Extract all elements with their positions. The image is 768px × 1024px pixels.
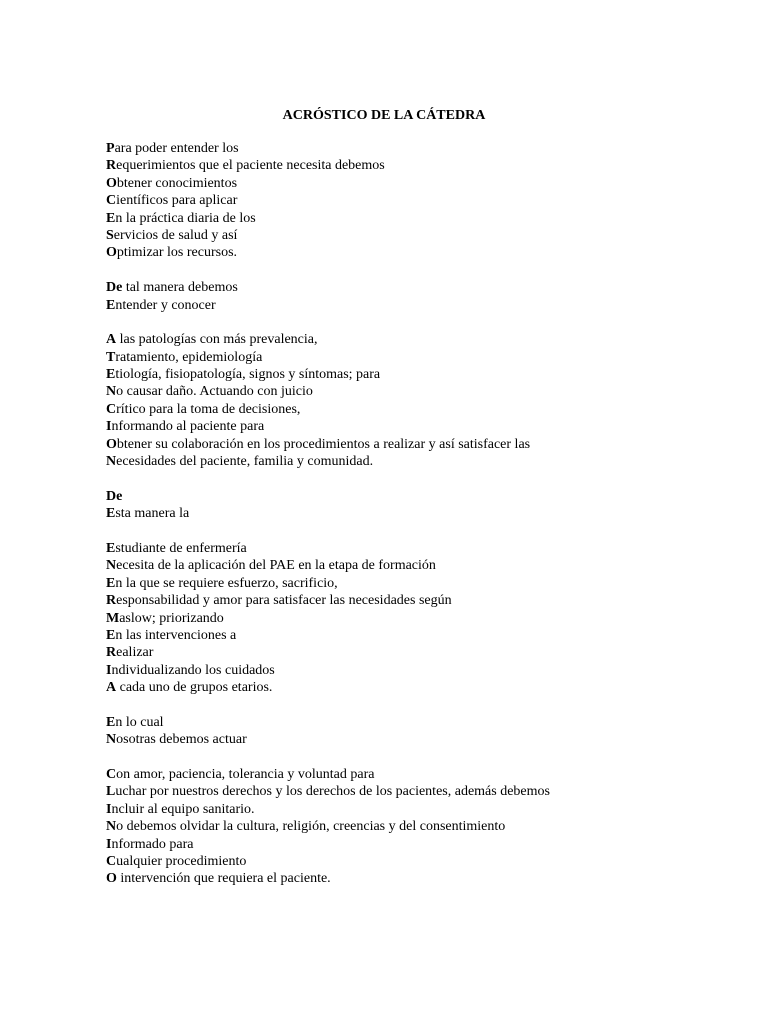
- acrostic-initial: E: [106, 210, 116, 226]
- acrostic-line: [106, 488, 726, 505]
- acrostic-initial: E: [106, 714, 116, 730]
- stanza-2: [106, 279, 726, 314]
- acrostic-line: [106, 679, 726, 696]
- stanza-7: [106, 766, 726, 888]
- acrostic-initial: E: [106, 506, 116, 522]
- acrostic-line-text: ntender y conocer: [115, 297, 216, 313]
- acrostic-line: [106, 766, 726, 783]
- acrostic-line-text: ndividualizando los cuidados: [111, 662, 275, 678]
- acrostic-initial: I: [106, 419, 112, 435]
- acrostic-line-text: esponsabilidad y amor para satisfacer las necesidades según: [116, 593, 452, 609]
- acrostic-line-text: uchar por nuestros derechos y los derechos de los pacientes, además debemos: [115, 784, 550, 800]
- acrostic-line-text: n la práctica diaria de los: [115, 210, 256, 226]
- acrostic-line-text: ervicios de salud y así: [113, 227, 238, 243]
- acrostic-initial: C: [106, 193, 117, 209]
- acrostic-initial: O: [106, 436, 117, 452]
- acrostic-line-text: ptimizar los recursos.: [116, 245, 238, 261]
- acrostic-line-text: sta manera la: [115, 506, 190, 522]
- acrostic-line: [106, 801, 726, 818]
- acrostic-line: [106, 366, 726, 383]
- acrostic-line: [106, 157, 726, 174]
- acrostic-initial: I: [106, 801, 112, 817]
- acrostic-line: [106, 714, 726, 731]
- acrostic-line-text: cada uno de grupos etarios.: [116, 680, 273, 696]
- acrostic-initial: R: [106, 593, 117, 609]
- acrostic-line: [106, 297, 726, 314]
- acrostic-line: [106, 540, 726, 557]
- acrostic-line: [106, 662, 726, 679]
- acrostic-line-text: studiante de enfermería: [115, 540, 247, 556]
- acrostic-line: [106, 818, 726, 835]
- acrostic-initial: N: [106, 732, 117, 748]
- acrostic-initial: E: [106, 297, 116, 313]
- acrostic-initial: O: [106, 245, 117, 261]
- stanza-6: [106, 714, 726, 749]
- acrostic-initial: C: [106, 767, 117, 783]
- acrostic-line: [106, 627, 726, 644]
- acrostic-line-text: o causar daño. Actuando con juicio: [116, 384, 313, 400]
- acrostic-line-text: ecesidades del paciente, familia y comunidad.: [116, 454, 374, 470]
- acrostic-line: [106, 505, 726, 522]
- acrostic-line: [106, 592, 726, 609]
- acrostic-initial: De: [106, 488, 123, 504]
- acrostic-line-text: ratamiento, epidemiología: [115, 349, 263, 365]
- acrostic-initial: N: [106, 454, 117, 470]
- acrostic-line-text: ealizar: [116, 645, 154, 661]
- acrostic-line-text: ientíficos para aplicar: [116, 193, 238, 209]
- acrostic-initial: C: [106, 854, 117, 870]
- acrostic-line-text: n la que se requiere esfuerzo, sacrificio,: [115, 575, 338, 591]
- acrostic-initial: E: [106, 367, 116, 383]
- acrostic-line: [106, 418, 726, 435]
- acrostic-line-text: intervención que requiera el paciente.: [116, 871, 331, 887]
- acrostic-line: [106, 453, 726, 470]
- document-title: ACRÓSTICO DE LA CÁTEDRA: [282, 108, 486, 123]
- acrostic-line: [106, 383, 726, 400]
- acrostic-line: [106, 836, 726, 853]
- acrostic-line: [106, 644, 726, 661]
- acrostic-initial: M: [106, 610, 120, 626]
- acrostic-line-text: rítico para la toma de decisiones,: [116, 401, 301, 417]
- acrostic-line-text: nformando al paciente para: [111, 419, 265, 435]
- acrostic-initial: L: [106, 784, 116, 800]
- acrostic-line-text: btener su colaboración en los procedimientos a realizar y así satisfacer las: [116, 436, 531, 452]
- acrostic-line: [106, 244, 726, 261]
- acrostic-initial: E: [106, 575, 116, 591]
- acrostic-initial: P: [106, 141, 115, 156]
- acrostic-initial: N: [106, 558, 117, 574]
- acrostic-body: [106, 140, 726, 905]
- acrostic-initial: De: [106, 280, 123, 296]
- acrostic-line-text: ecesita de la aplicación del PAE en la etapa de formación: [116, 558, 436, 574]
- acrostic-initial: T: [106, 349, 116, 365]
- acrostic-line-text: btener conocimientos: [116, 175, 238, 191]
- acrostic-line: [106, 557, 726, 574]
- stanza-5: [106, 540, 726, 697]
- acrostic-line: [106, 436, 726, 453]
- stanza-1: [106, 140, 726, 262]
- acrostic-initial: R: [106, 158, 117, 174]
- acrostic-line: [106, 575, 726, 592]
- acrostic-line: [106, 853, 726, 870]
- acrostic-line: [106, 227, 726, 244]
- acrostic-line: [106, 731, 726, 748]
- acrostic-initial: O: [106, 871, 117, 887]
- acrostic-initial: O: [106, 175, 117, 191]
- acrostic-line-text: osotras debemos actuar: [116, 732, 247, 748]
- acrostic-line-text: tiología, fisiopatología, signos y síntomas; para: [115, 367, 381, 383]
- acrostic-line: [106, 331, 726, 348]
- acrostic-line-text: las patologías con más prevalencia,: [116, 332, 318, 348]
- acrostic-line-text: tal manera debemos: [122, 280, 238, 296]
- acrostic-line-text: on amor, paciencia, tolerancia y voluntad para: [116, 767, 375, 783]
- acrostic-initial: N: [106, 819, 117, 835]
- acrostic-line-text: o debemos olvidar la cultura, religión, creencias y del consentimiento: [116, 819, 506, 835]
- acrostic-initial: I: [106, 836, 112, 852]
- acrostic-line: [106, 401, 726, 418]
- acrostic-line-text: nformado para: [111, 836, 194, 852]
- acrostic-line: [106, 783, 726, 800]
- stanza-4: [106, 488, 726, 523]
- acrostic-line: [106, 210, 726, 227]
- acrostic-initial: I: [106, 662, 112, 678]
- acrostic-line-text: aslow; priorizando: [119, 610, 224, 626]
- acrostic-initial: A: [106, 332, 117, 348]
- acrostic-line: [106, 610, 726, 627]
- acrostic-initial: A: [106, 680, 117, 696]
- acrostic-initial: N: [106, 384, 117, 400]
- stanza-3: [106, 331, 726, 470]
- acrostic-initial: E: [106, 540, 116, 556]
- acrostic-line: [106, 279, 726, 296]
- acrostic-initial: S: [106, 227, 114, 243]
- acrostic-line: [106, 140, 726, 157]
- acrostic-line-text: ara poder entender los: [114, 141, 239, 156]
- acrostic-line-text: ncluir al equipo sanitario.: [111, 801, 255, 817]
- acrostic-line: [106, 870, 726, 887]
- acrostic-line-text: n lo cual: [115, 714, 164, 730]
- acrostic-initial: E: [106, 627, 116, 643]
- acrostic-initial: R: [106, 645, 117, 661]
- acrostic-line: [106, 192, 726, 209]
- acrostic-line: [106, 175, 726, 192]
- acrostic-line-text: n las intervenciones a: [115, 627, 237, 643]
- acrostic-line: [106, 349, 726, 366]
- acrostic-initial: C: [106, 401, 117, 417]
- acrostic-line-text: equerimientos que el paciente necesita debemos: [116, 158, 385, 174]
- acrostic-line-text: ualquier procedimiento: [116, 854, 247, 870]
